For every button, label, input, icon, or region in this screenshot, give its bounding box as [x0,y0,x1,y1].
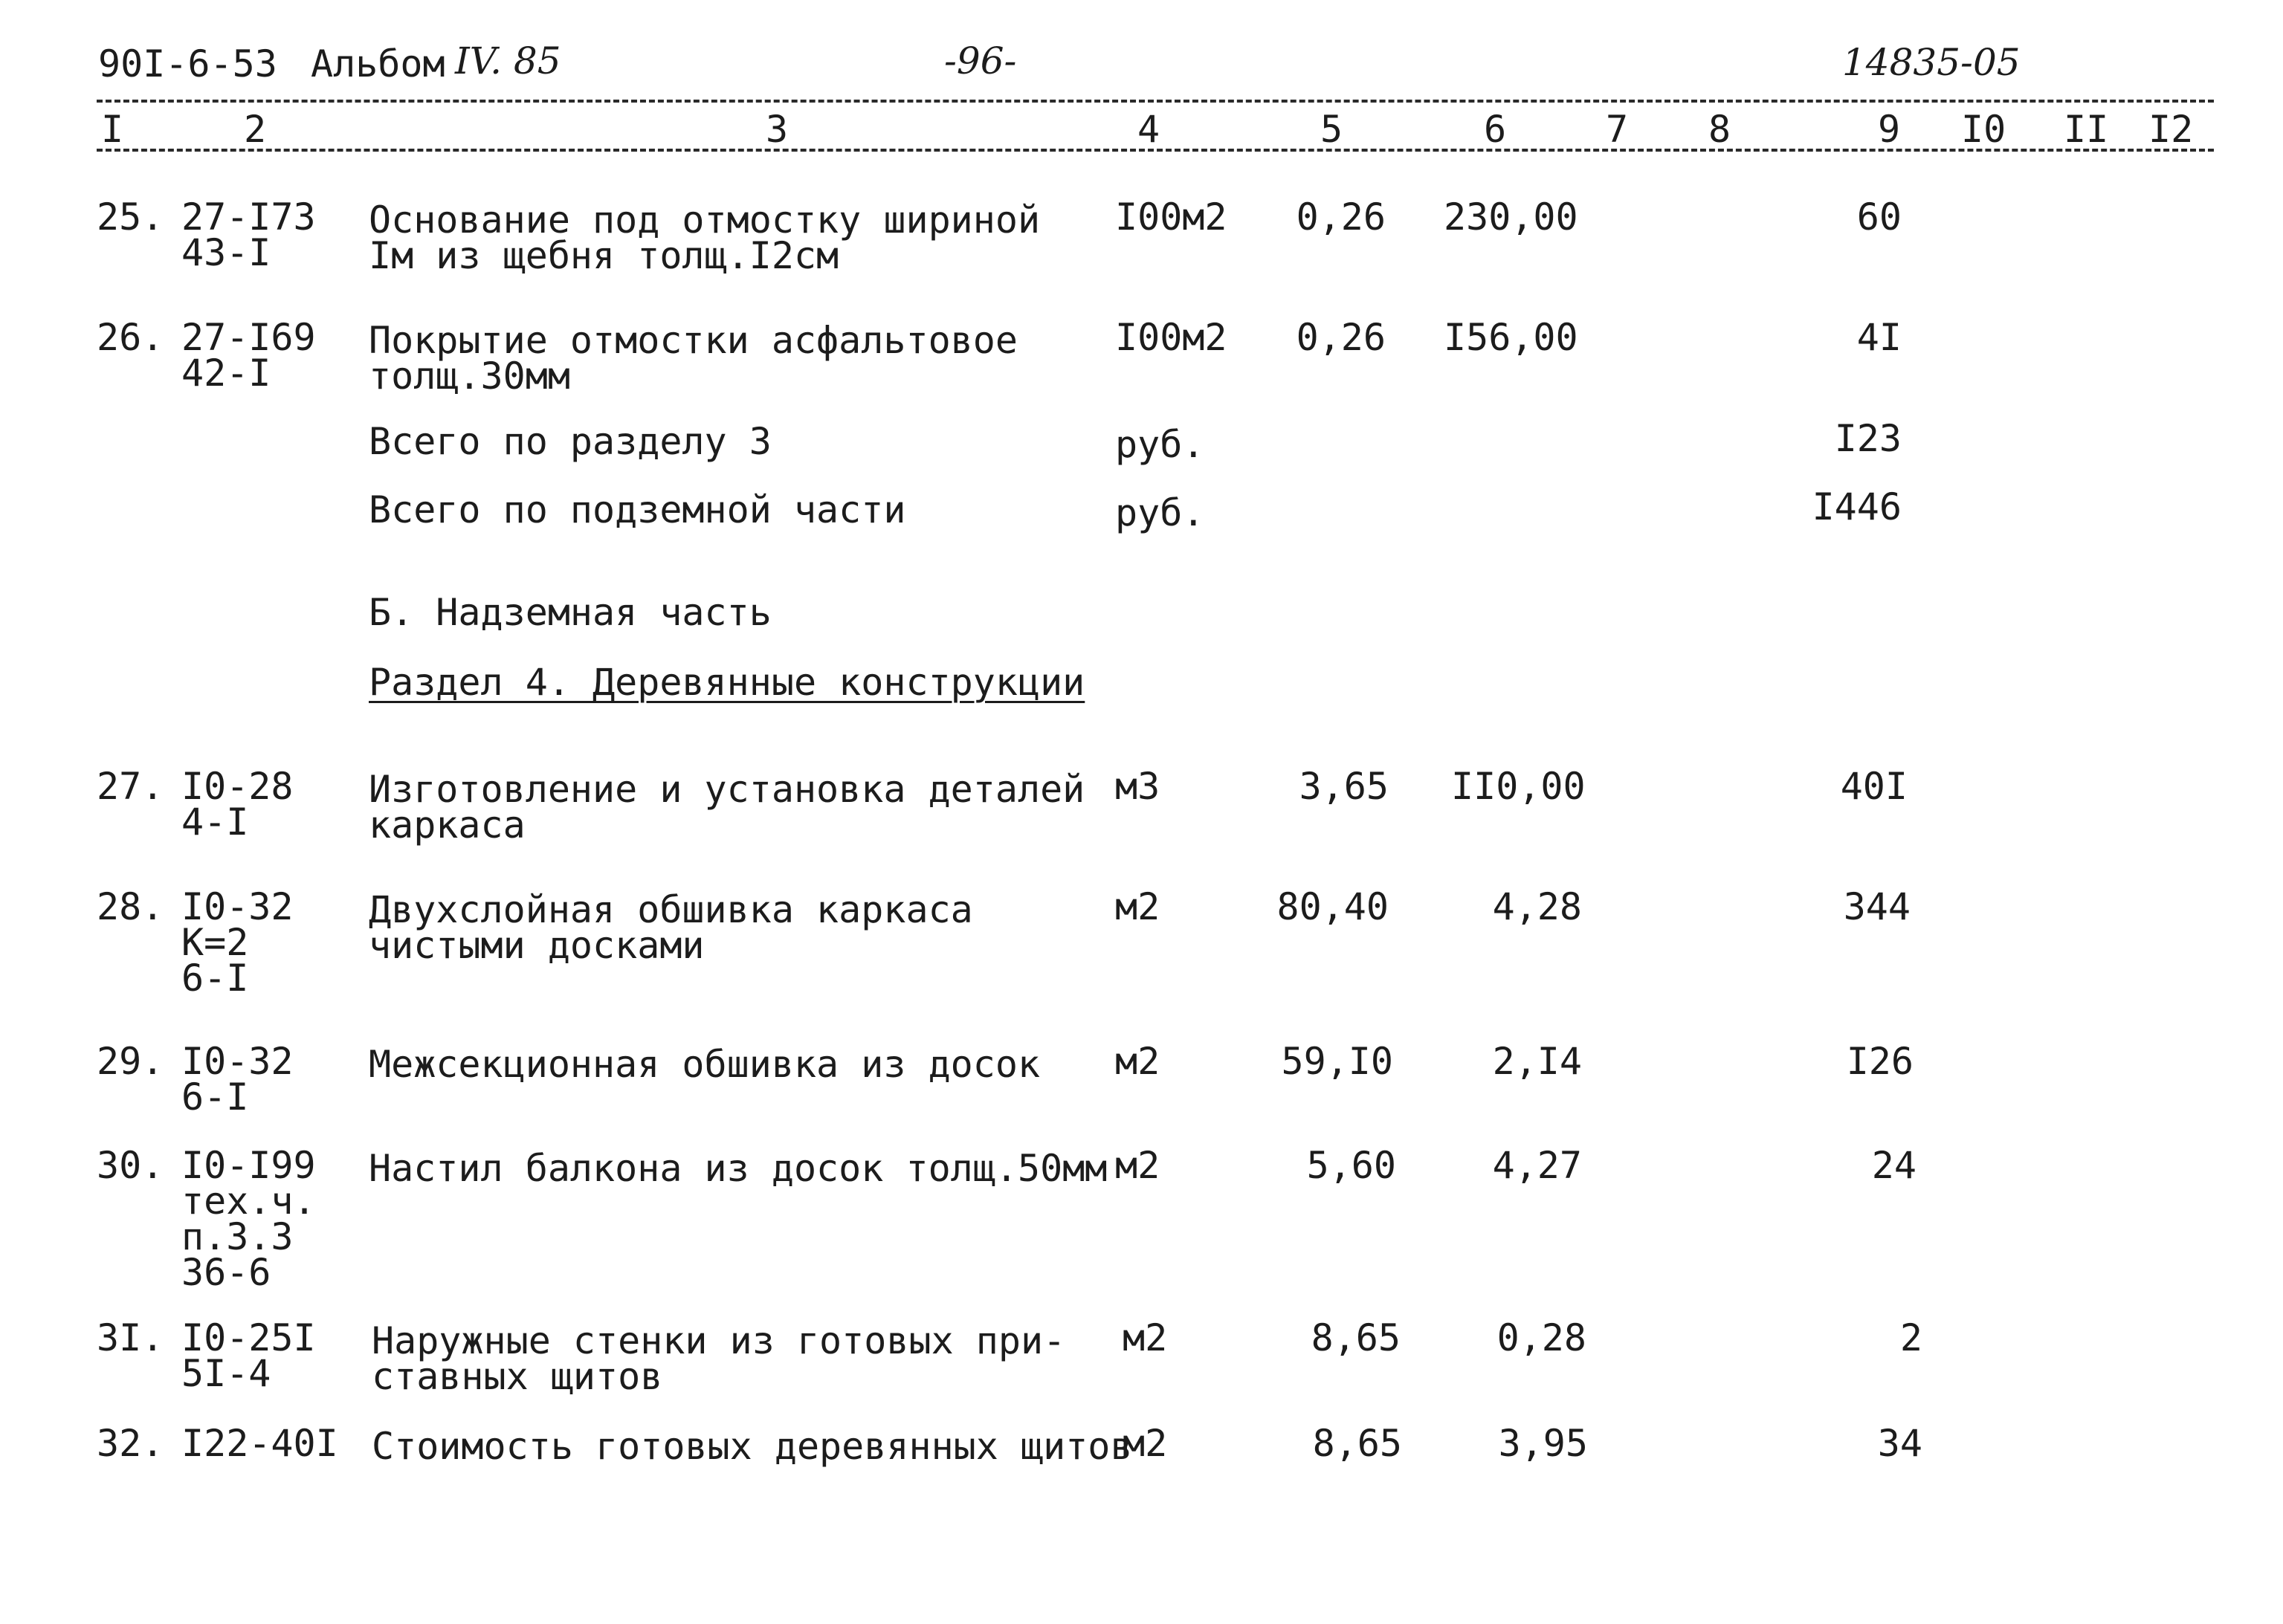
column-header: 5 [1320,108,1343,151]
total: 40I [1840,765,1908,808]
row-number: 26. [97,316,164,359]
unit-price: 4,28 [1492,885,1582,928]
work-description: Основание под отмостку шириной Iм из щебня толщ.I2см [369,198,1041,277]
total: 60 [1856,195,1902,239]
row-number: 25. [97,195,164,239]
subtotal-label: Всего по подземной части [369,488,906,531]
norm-code: I0-25I 5I-4 [181,1316,316,1395]
subtotal-total: I446 [1812,485,1902,528]
total: 34 [1877,1422,1922,1465]
page-number: -96- [944,39,1017,83]
total: 2 [1899,1316,1922,1359]
part-heading: Б. Надземная часть [369,591,772,634]
quantity: 0,26 [1296,316,1386,359]
row-number: 28. [97,885,164,928]
row-number: 27. [97,765,164,808]
work-description: Настил балкона из досок толщ.50мм [369,1147,1108,1190]
subtotal-unit: руб. [1115,491,1205,534]
unit-price: 0,28 [1496,1316,1586,1359]
album-number-handwritten: IV. 85 [455,39,561,83]
subtotal-total: I23 [1834,417,1902,460]
column-header: II [2064,108,2109,151]
quantity: 80,40 [1276,885,1389,928]
column-header: 2 [244,108,267,151]
norm-code: I0-I99 тех.ч. п.3.3 36-6 [181,1144,316,1294]
quantity: 3,65 [1299,765,1389,808]
column-header: 6 [1484,108,1507,151]
norm-code: I0-32 6-I [181,1040,294,1119]
column-header: 7 [1606,108,1629,151]
norm-code: I0-28 4-I [181,765,294,844]
subtotal-unit: руб. [1115,423,1205,466]
column-header: 4 [1137,108,1160,151]
work-description: Изготовление и установка деталей каркаса [369,768,1085,847]
unit-price: 230,00 [1444,195,1578,239]
total: 344 [1843,885,1911,928]
quantity: 0,26 [1296,195,1386,239]
work-description: Наружные стенки из готовых при- ставных щитов [372,1319,1066,1398]
column-header: 8 [1708,108,1731,151]
norm-code: I0-32 К=2 6-I [181,885,294,1000]
unit-price: 4,27 [1492,1144,1582,1187]
column-header: I [101,108,124,151]
doc-code: 90I-6-53 [98,42,277,85]
column-header: 9 [1878,108,1901,151]
quantity: 59,I0 [1281,1040,1393,1083]
total: I26 [1846,1040,1914,1083]
subtotal-label: Всего по разделу 3 [369,420,772,463]
inventory-number: 14835-05 [1842,41,2021,84]
unit-price: I56,00 [1444,316,1578,359]
work-description: Двухслойная обшивка каркаса чистыми досками [369,888,973,967]
unit: м3 [1115,765,1160,808]
work-description: Покрытие отмостки асфальтовое толщ.30мм [369,319,1018,398]
column-header: I0 [1961,108,2006,151]
unit: м2 [1115,885,1160,928]
norm-code: 27-I73 43-I [181,195,316,274]
unit-price: II0,00 [1451,765,1586,808]
total: 4I [1856,316,1902,359]
norm-code: I22-40I [181,1422,338,1465]
column-header: 3 [766,108,789,151]
header-top-rule [97,100,2214,103]
work-description: Стоимость готовых деревянных щитов [372,1425,1133,1468]
work-description: Межсекционная обшивка из досок [369,1043,1041,1086]
row-number: 29. [97,1040,164,1083]
column-header: I2 [2148,108,2194,151]
unit-price: 3,95 [1498,1422,1588,1465]
norm-code: 27-I69 42-I [181,316,316,395]
album-label: Альбом [311,42,445,85]
unit: м2 [1115,1040,1160,1083]
unit: I00м2 [1115,195,1227,239]
quantity: 8,65 [1312,1422,1402,1465]
total: 24 [1871,1144,1917,1187]
unit: м2 [1115,1144,1160,1187]
row-number: 32. [97,1422,164,1465]
unit: м2 [1123,1422,1168,1465]
unit: м2 [1123,1316,1168,1359]
unit: I00м2 [1115,316,1227,359]
row-number: 3I. [97,1316,164,1359]
row-number: 30. [97,1144,164,1187]
section-title: Раздел 4. Деревянные конструкции [369,661,1085,704]
quantity: 5,60 [1306,1144,1396,1187]
quantity: 8,65 [1311,1316,1401,1359]
unit-price: 2,I4 [1492,1040,1582,1083]
